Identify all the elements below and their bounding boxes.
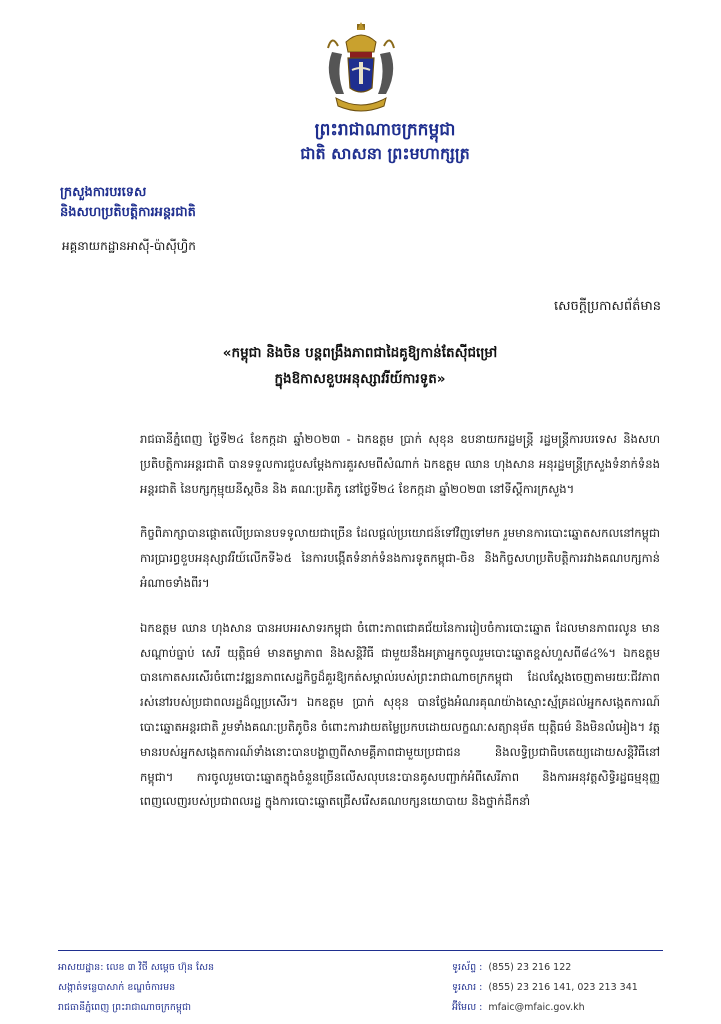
contact-phone	[452, 958, 638, 978]
footer-address	[58, 958, 214, 1018]
royal-coat-of-arms-icon	[318, 22, 404, 114]
body-paragraph-2: កិច្ចពិភាក្សាបានផ្តោតលើប្រធានបទទូលាយជាច្រើន ដែលផ្តល់ប្រយោជន៍ទៅវិញទៅមក រួមមានការបោះឆ្នោតសកលនៅកម្ពុជា ការប្រារព្ធខួបអនុស្សាវរីយ៍លើកទី៦៥ នៃការបង្កើតទំនាក់ទំនងការទូតកម្ពុជា-ចិន និងកិច្ចសហប្រតិបត្តិការរវាងគណបក្សកាន់អំណាចទាំងពីរ។	[140, 526, 660, 590]
contact-fax	[452, 978, 638, 998]
ministry-name-line1: ក្រសួងការបរទេស	[60, 185, 147, 200]
address-line2: សង្កាត់ទន្លេបាសាក់ ខណ្ឌចំការមន	[58, 982, 176, 993]
footer-divider	[58, 950, 663, 951]
body-paragraph-3: ឯកឧត្តម ឈាន ហុងសាន បានអបអរសាទរកម្ពុជា ចំពោះភាពជោគជ័យនៃការរៀបចំការបោះឆ្នោត ដែលមានភាពរលូន មានសណ្តាប់ធ្នាប់ សេរី យុត្តិធម៌ មានតម្លាភាព និងសន្តិវិធី ជាមួយនឹងអត្រាអ្នកចូលរួមបោះឆ្នោតខ្ពស់ហួសពី៨៤%។ ឯកឧត្តម បានកោតសរសើរចំពោះវឌ្ឍនភាពសេដ្ឋកិច្ចដ៏គួរឱ្យកត់សម្គាល់របស់ព្រះរាជាណាចក្រកម្ពុជា ដែលស្តែងចេញតាមរយៈជីវភាពរស់នៅរបស់ប្រជាពលរដ្ឋដ៏ល្អប្រសើរ។ ឯកឧត្តម ប្រាក់ សុខុន បានថ្លែងអំណរគុណយ៉ាងស្មោះស្ម័គ្រដល់អ្នកសង្កេតការណ៍បោះឆ្នោតអន្តរជាតិ រួមទាំងគណៈប្រតិភូចិន ចំពោះការវាយតម្លៃប្រកបដោយលក្ខណៈសត្យានុម័ត យុត្តិធម៌ និងមិនលំអៀង។ វត្តមានរបស់អ្នកសង្កេតការណ៍ទាំងនោះបានបង្ហាញពីសាមគ្គីភាពជាមួយប្រជាជន និងលទ្ធិប្រជាធិបតេយ្យដោយសន្តិវិធីនៅកម្ពុជា។ ការចូលរួមបោះឆ្នោតក្នុងចំនួនច្រើនលើសលុបនេះបានគូសបញ្ជាក់អំពីសេរីភាព និងការអនុវត្តសិទ្ធិរដ្ឋធម្មនុញ្ញពេញលេញរបស់ប្រជាពលរដ្ឋ ក្នុងការបោះឆ្នោតជ្រើសរើសគណបក្សនយោបាយ និងថ្នាក់ដឹកនាំ	[140, 620, 660, 809]
department-name: អគ្គនាយកដ្ឋានអាស៊ី-ប៉ាស៊ីហ្វិក	[62, 239, 196, 253]
footer-contacts	[452, 958, 638, 1018]
email-value[interactable]: mfaic@mfaic.gov.kh	[488, 1002, 585, 1013]
document-type: សេចក្តីប្រកាសព័ត៌មាន	[553, 299, 661, 314]
headline-line2: ក្នុងឱកាសខួបអនុស្សាវរីយ៍ការទូត»	[274, 371, 446, 387]
press-release-body	[140, 427, 660, 834]
address-line1: អាសយដ្ឋាន: លេខ ៣ វិថី សម្តេច ហ៊ុន សែន	[58, 962, 215, 973]
phone-label: ទូរស័ព្ទ :	[452, 962, 483, 973]
email-label: អ៊ីមែល :	[452, 1002, 483, 1013]
ministry-name	[60, 183, 196, 223]
national-motto: ជាតិ សាសនា ព្រះមហាក្សត្រ	[300, 144, 470, 163]
contact-email	[452, 998, 638, 1018]
kingdom-name: ព្រះរាជាណាចក្រកម្ពុជា	[314, 120, 456, 140]
fax-value: (855) 23 216 141, 023 213 341	[488, 982, 638, 993]
body-paragraph-1: រាជធានីភ្នំពេញ ថ្ងៃទី២៤ ខែកក្កដា ឆ្នាំ២០២៣ - ឯកឧត្តម ប្រាក់ សុខុន ឧបនាយករដ្ឋមន្ត្រី រដ្ឋមន្ត្រីការបរទេស និងសហប្រតិបត្តិការអន្តរជាតិ បានទទួលការជួបសម្តែងការគួរសមពីសំណាក់ ឯកឧត្តម ឈាន ហុងសាន អនុរដ្ឋមន្ត្រីក្រសួងទំនាក់ទំនងអន្តរជាតិ នៃបក្សកុម្មុយនីស្តចិន និង គណៈប្រតិភូ នៅថ្ងៃទី២៤ ខែកក្កដា ឆ្នាំ២០២៣ នៅទីស្តីការក្រសួង។	[140, 432, 660, 496]
phone-value: (855) 23 216 122	[488, 962, 572, 973]
address-line3: រាជធានីភ្នំពេញ ព្រះរាជាណាចក្រកម្ពុជា	[58, 1002, 191, 1013]
kingdom-header	[260, 118, 510, 166]
press-release-headline	[100, 340, 620, 392]
ministry-name-line2: និងសហប្រតិបត្តិការអន្តរជាតិ	[60, 205, 196, 220]
fax-label: ទូរសារ :	[452, 982, 483, 993]
headline-line1: «កម្ពុជា និងចិន បន្តពង្រឹងភាពជាដៃគូឱ្យកាន់តែស៊ីជម្រៅ	[222, 345, 498, 361]
